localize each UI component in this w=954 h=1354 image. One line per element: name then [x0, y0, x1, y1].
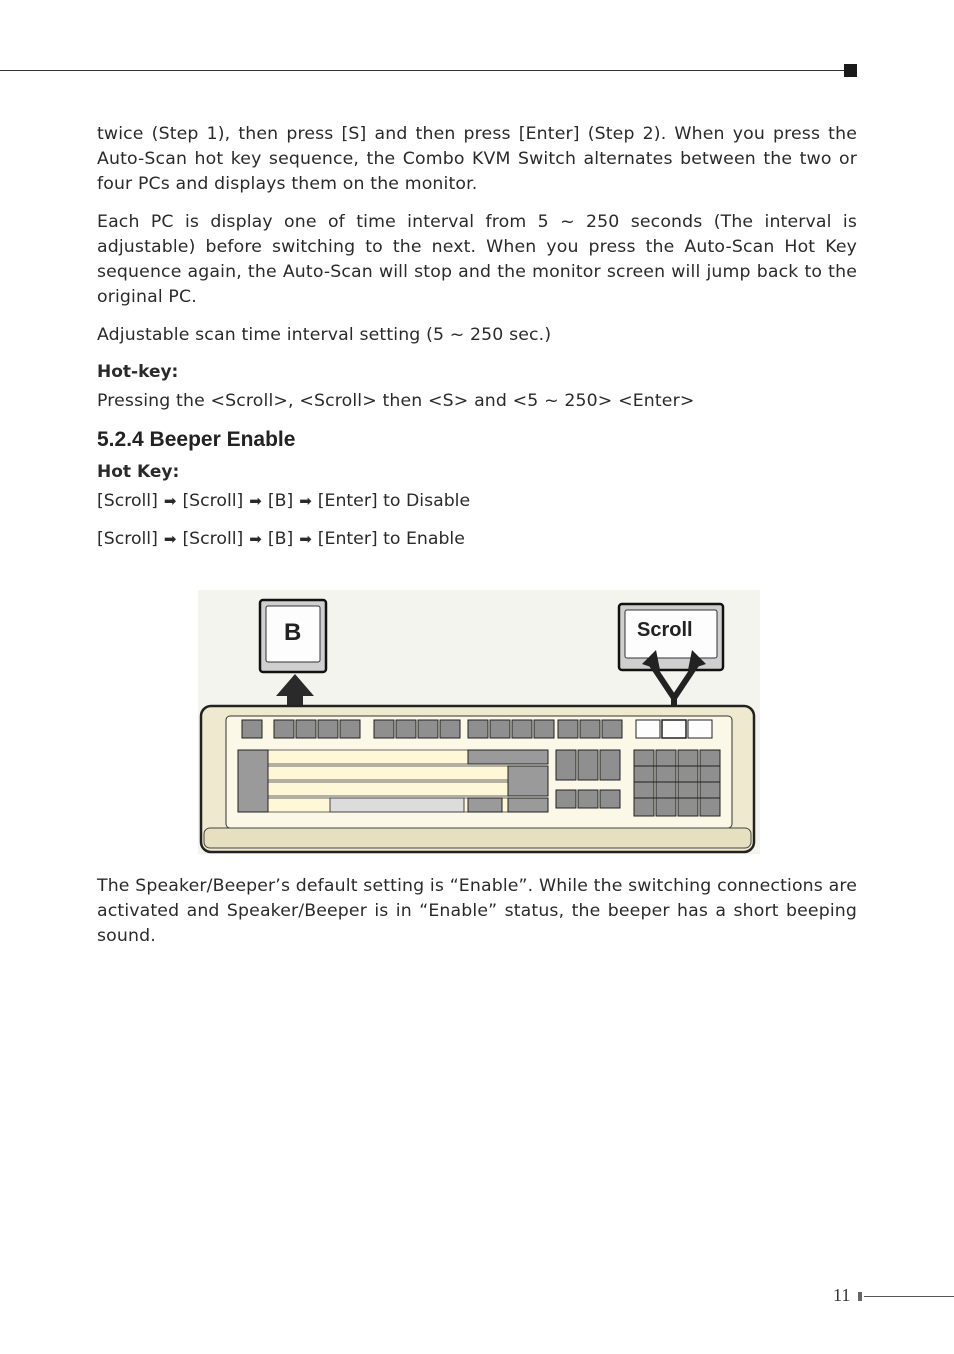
- page-number: 11: [833, 1285, 851, 1305]
- arrow-right-icon: ➡: [249, 492, 262, 510]
- keyboard-illustration: [198, 590, 760, 854]
- paragraph-interval: Each PC is display one of time interval from 5 ~ 250 seconds (The interval is adjustable) before switching to the next. When you press the Auto-Scan Hot Key sequence again, the Auto-Scan will stop and the monitor screen will jump back to the original PC.: [97, 212, 857, 307]
- header-square-marker: [844, 64, 857, 77]
- seq-key: [B]: [267, 529, 294, 549]
- closing-section: [97, 874, 857, 962]
- main-content: [97, 122, 857, 565]
- arrow-right-icon: ➡: [299, 530, 312, 548]
- section-hotkey-label: Hot Key:: [97, 462, 180, 482]
- header-rule: [0, 70, 848, 71]
- paragraph-autoscan-continued: twice (Step 1), then press [S] and then press [Enter] (Step 2). When you press the Auto-Scan hot key sequence, the Combo KVM Switch alternates between the two or four PCs and displays them on the monitor.: [97, 124, 857, 194]
- hotkey-text: Pressing the <Scroll>, <Scroll> then <S> and <5 ~ 250> <Enter>: [97, 391, 695, 411]
- b-key-label: B: [284, 619, 302, 646]
- seq-key: [B]: [267, 491, 294, 511]
- scroll-key-icon: [619, 604, 723, 670]
- seq-key: [Enter] to Disable: [317, 491, 471, 511]
- arrow-right-icon: ➡: [249, 530, 262, 548]
- seq-key: [Scroll]: [97, 491, 158, 511]
- seq-key: [Scroll]: [97, 529, 158, 549]
- seq-key: [Scroll]: [182, 491, 244, 511]
- paragraph-beeper-default: The Speaker/Beeper’s default setting is “Enable”. While the switching connections are activated and Speaker/Beeper is in “Enable” status, the beeper has a short beeping sound.: [97, 876, 857, 946]
- footer-rule: [864, 1296, 954, 1297]
- disable-sequence: [97, 489, 857, 514]
- section-heading: 5.2.4 Beeper Enable: [97, 428, 296, 451]
- hotkey-label: Hot-key:: [97, 362, 179, 382]
- b-key-icon: [260, 600, 326, 672]
- footer-marker: [858, 1292, 862, 1301]
- scroll-key-label: Scroll: [637, 619, 693, 641]
- arrow-right-icon: ➡: [163, 492, 177, 510]
- arrow-right-icon: ➡: [163, 530, 177, 548]
- enable-sequence: [97, 527, 857, 552]
- arrow-right-icon: ➡: [299, 492, 312, 510]
- seq-key: [Enter] to Enable: [317, 529, 465, 549]
- paragraph-interval-setting: Adjustable scan time interval setting (5 ~ 250 sec.): [97, 325, 552, 345]
- seq-key: [Scroll]: [182, 529, 244, 549]
- keyboard-body: [201, 706, 754, 852]
